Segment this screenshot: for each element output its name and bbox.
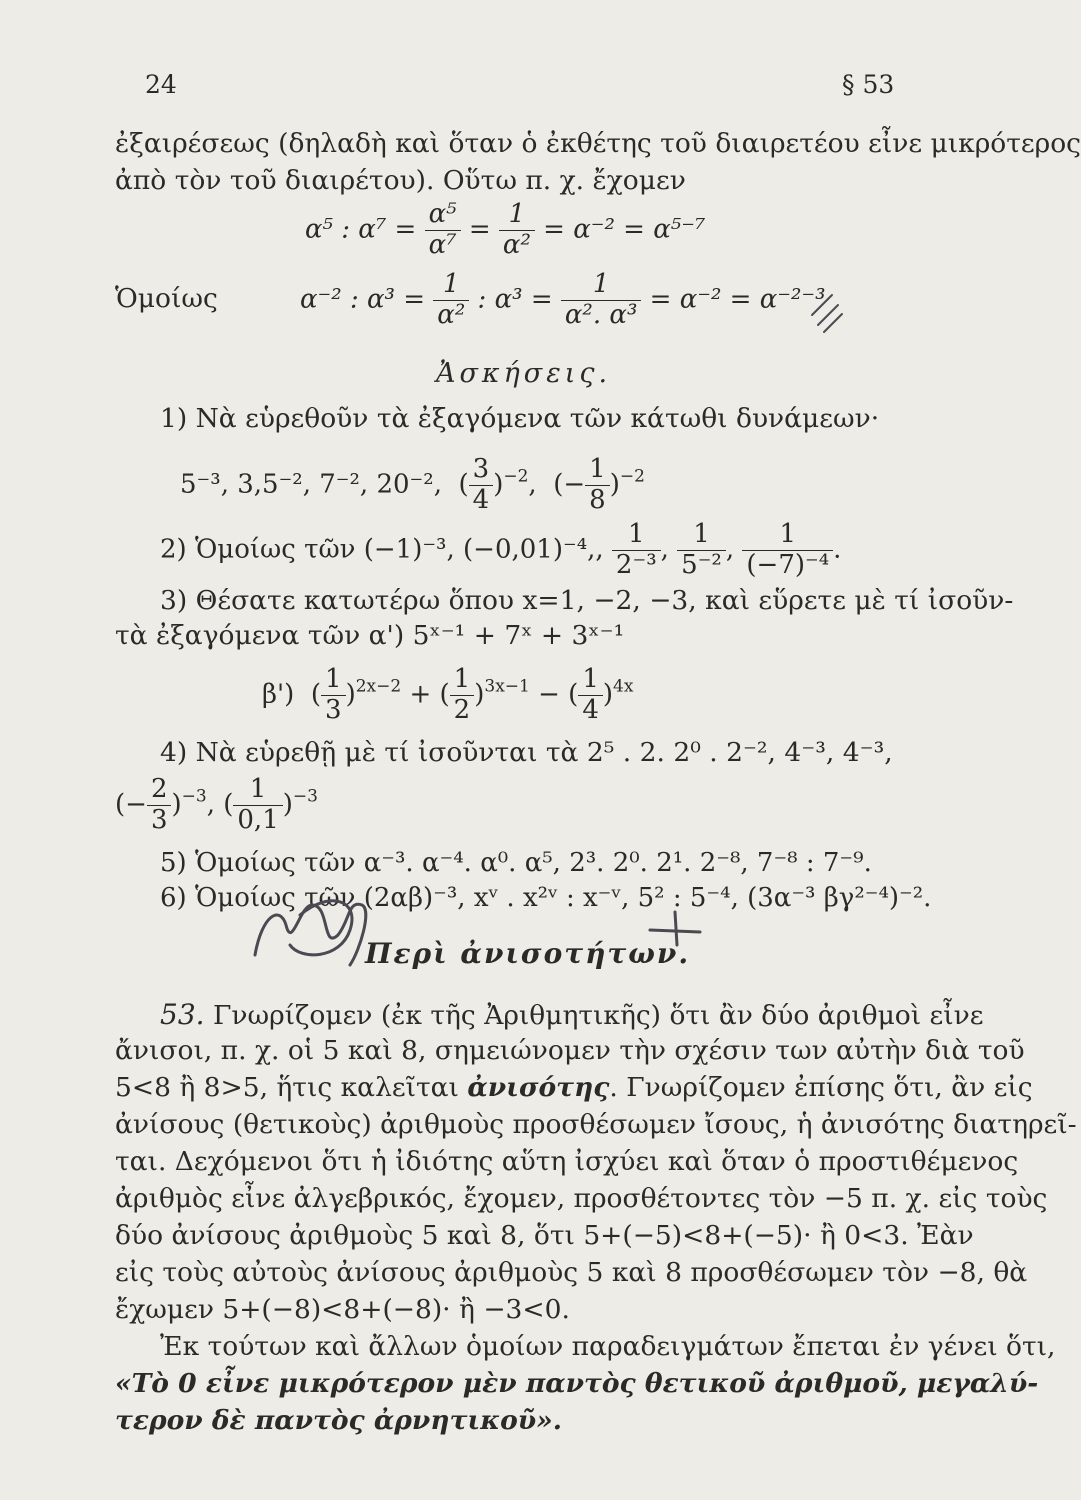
body-line-8: εἰς τοὺς αὐτοὺς ἀνίσους ἀριθμοὺς 5 καὶ 8 προσθέσωμεν τὸν −8, θὰ: [115, 1257, 1028, 1288]
section-title: Περὶ ἀνισοτήτων.: [365, 937, 691, 970]
intro-line-2: ἀπὸ τὸν τοῦ διαιρέτου). Οὕτω π. χ. ἔχομεν: [115, 165, 686, 196]
eq1-fraction-2: $\frac{1}{\text{α²}}$: [499, 200, 535, 261]
exercise-5: 5) Ὁμοίως τῶν α⁻³. α⁻⁴. α⁰. α⁵, 2³. 2⁰. 2¹. 2⁻⁸, 7⁻⁸ : 7⁻⁹.: [160, 848, 872, 878]
eq1-right: = α⁻² = α⁵⁻⁷: [543, 214, 706, 245]
ex1-fraction-1: $\frac{3}{4}$: [469, 455, 494, 516]
eq2-fraction-2: $\frac{1}{\text{α². α³}}$: [561, 270, 642, 331]
section-number: 53.: [160, 998, 205, 1031]
body-line-9: ἔχωμεν 5+(−8)<8+(−8)· ἢ −3<0.: [115, 1294, 570, 1325]
pencil-mark: [812, 295, 842, 332]
eq2-left: α⁻² : α³ =: [300, 284, 426, 315]
eq1-fraction-1: $\frac{\text{α⁵}}{\text{α⁷}}$: [425, 200, 461, 261]
ex1-fraction-2: $\frac{1}{8}$: [585, 455, 610, 516]
body-line-12: τερον δὲ παντὸς ἀρνητικοῦ».: [115, 1405, 562, 1436]
body-line-11: «Τὸ 0 εἶνε μικρότερον μὲν παντὸς θετικοῦ ἀριθμοῦ, μεγαλύ-: [115, 1368, 1039, 1399]
eq2-label: Ὁμοίως: [115, 283, 218, 314]
exercise-1-powers: 5⁻³, 3,5⁻², 7⁻², 20⁻², ( $\frac{3}{4}$ )$^{-2}$, (− $\frac{1}{8}$ )$^{-2}$: [180, 454, 645, 515]
pencil-cross: [650, 912, 700, 945]
body-line-5: ται. Δεχόμενοι ὅτι ἡ ἰδιότης αὕτη ἰσχύει καὶ ὅταν ὁ προστιθέμενος: [115, 1146, 1019, 1177]
equation-1: α⁵ : α⁷ = $\frac{\text{α⁵}}{\text{α⁷}}$ = $\frac{1}{\text{α²}}$ = α⁻² = α⁵⁻⁷: [305, 199, 706, 260]
ex2-fraction-1: $\frac{1}{\text{2⁻³}}$: [612, 520, 661, 581]
exercise-2: 2) Ὁμοίως τῶν (−1)⁻³, (−0,01)⁻⁴,, $\frac{1}{\text{2⁻³}}$ , $\frac{1}{\text{5⁻²}}$ , $\frac{1}{\text{(−7)⁻⁴}}$ .: [160, 519, 842, 580]
exercise-4-fractions: (− $\frac{2}{3}$ )$^{-3}$, ( $\frac{1}{0,1}$ )$^{-3}$: [115, 774, 318, 835]
eq2-fraction-1: $\frac{1}{\text{α²}}$: [433, 270, 469, 331]
exercise-3-line-2: τὰ ἐξαγόμενα τῶν α') 5ˣ⁻¹ + 7ˣ + 3ˣ⁻¹: [115, 620, 625, 651]
body-line-1: 53. Γνωρίζομεν (ἐκ τῆς Ἀριθμητικῆς) ὅτι ἂν δύο ἀριθμοὶ εἶνε: [160, 998, 984, 1031]
ex2-fraction-2: $\frac{1}{\text{5⁻²}}$: [677, 520, 726, 581]
exercise-6: 6) Ὁμοίως τῶν (2αβ)⁻³, xᵛ . x²ᵛ : x⁻ᵛ, 5² : 5⁻⁴, (3α⁻³ βγ²⁻⁴)⁻².: [160, 883, 932, 913]
exercise-4-line-1: 4) Νὰ εὑρεθῇ μὲ τί ἰσοῦνται τὰ 2⁵ . 2. 2⁰ . 2⁻², 4⁻³, 4⁻³,: [160, 737, 893, 768]
exercises-title: Ἀσκήσεις.: [436, 358, 612, 389]
ex4-fraction-1: $\frac{2}{3}$: [147, 775, 172, 836]
page-number: 24: [145, 70, 177, 99]
ex3-fraction-2: $\frac{1}{2}$: [450, 665, 475, 726]
ex2-fraction-3: $\frac{1}{\text{(−7)⁻⁴}}$: [742, 520, 833, 581]
body-line-10: Ἐκ τούτων καὶ ἄλλων ὁμοίων παραδειγμάτων ἔπεται ἐν γένει ὅτι,: [160, 1331, 1056, 1362]
ex3-fraction-1: $\frac{1}{3}$: [321, 665, 346, 726]
exercise-1: 1) Νὰ εὑρεθοῦν τὰ ἐξαγόμενα τῶν κάτωθι δυνάμεων·: [160, 403, 880, 434]
exercise-3-part-b: β') ( $\frac{1}{3}$ )$^{2x-2}$ + ( $\frac{1}{2}$ )$^{3x-1}$ − ( $\frac{1}{4}$ )$^{4x}$: [262, 664, 634, 725]
body-line-4: ἀνίσους (θετικοὺς) ἀριθμοὺς προσθέσωμεν ἴσους, ἡ ἀνισότης διατηρεῖ-: [115, 1109, 1077, 1140]
body-line-7: δύο ἀνίσους ἀριθμοὺς 5 καὶ 8, ὅτι 5+(−5)<8+(−5)· ἢ 0<3. Ἐὰν: [115, 1220, 974, 1251]
body-line-6: ἀριθμὸς εἶνε ἀλγεβρικός, ἔχομεν, προσθέτοντες τὸν −5 π. χ. εἰς τοὺς: [115, 1183, 1048, 1214]
intro-line-1: ἐξαιρέσεως (δηλαδὴ καὶ ὅταν ὁ ἐκθέτης τοῦ διαιρετέου εἶνε μικρότερος: [115, 128, 1081, 159]
ex4-fraction-2: $\frac{1}{0,1}$: [233, 775, 282, 836]
body-line-2: ἄνισοι, π. χ. οἱ 5 καὶ 8, σημειώνομεν τὴν σχέσιν των αὐτὴν διὰ τοῦ: [115, 1035, 1025, 1066]
ex3-fraction-3: $\frac{1}{4}$: [578, 665, 603, 726]
eq1-left: α⁵ : α⁷ =: [305, 214, 417, 245]
body-line-3: 5<8 ἢ 8>5, ἥτις καλεῖται ἀνισότης. Γνωρίζομεν ἐπίσης ὅτι, ἂν εἰς: [115, 1072, 1033, 1103]
term-anisotis: ἀνισότης: [467, 1072, 610, 1103]
exercise-3-line-1: 3) Θέσατε κατωτέρω ὅπου x=1, −2, −3, καὶ εὕρετε μὲ τί ἰσοῦν-: [160, 585, 1014, 616]
eq2-right: = α⁻² = α⁻²⁻³: [649, 284, 826, 315]
eq2-mid: : α³ =: [477, 284, 553, 315]
section-marker: § 53: [842, 70, 895, 99]
